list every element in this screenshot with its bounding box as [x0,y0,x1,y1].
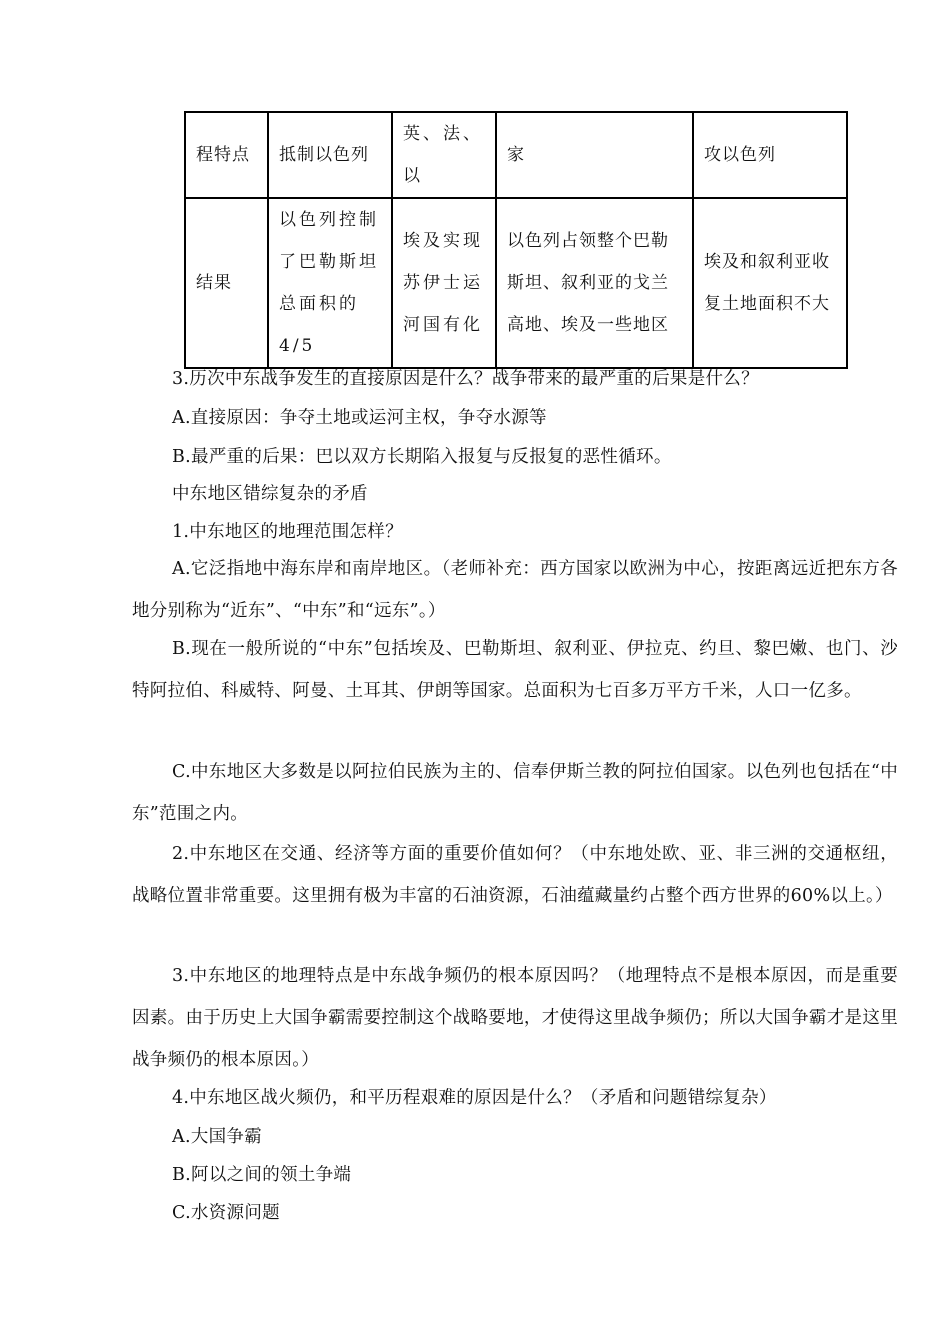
paragraph: B.阿以之间的领土争端 [172,1165,352,1185]
table-cell: 家 [496,112,693,198]
table-cell: 程特点 [185,112,268,198]
paragraph: 3.中东地区的地理特点是中东战争频仍的根本原因吗？（地理特点不是根本原因，而是重要因素。由于历史上大国争霸需要控制这个战略要地，才使得这里战争频仍；所以大国争霸才是这里战争频仍的根本原因。） [132,966,898,1070]
wars-table [184,111,848,369]
table-row [185,198,847,368]
table-cell: 以色列占领整个巴勒斯坦、叙利亚的戈兰高地、埃及一些地区 [496,198,693,368]
paragraph: A.大国争霸 [172,1127,263,1147]
paragraph: 2.中东地区在交通、经济等方面的重要价值如何？（中东地处欧、亚、非三洲的交通枢纽，战略位置非常重要。这里拥有极为丰富的石油资源，石油蕴藏量约占整个西方世界的60%以上。） [132,844,898,906]
paragraph: 3.历次中东战争发生的直接原因是什么？战争带来的最严重的后果是什么？ [172,369,759,389]
table-cell: 埃及实现苏伊士运河国有化 [392,198,496,368]
table-row [185,112,847,198]
paragraph: C.水资源问题 [172,1203,280,1223]
table-cell: 结果 [185,198,268,368]
paragraph: A.直接原因：争夺土地或运河主权，争夺水源等 [172,408,547,428]
paragraph: A.它泛指地中海东岸和南岸地区。（老师补充：西方国家以欧洲为中心，按距离远近把东方各地分别称为“近东”、“中东”和“远东”。） [132,559,898,621]
paragraph: 4.中东地区战火频仍，和平历程艰难的原因是什么？（矛盾和问题错综复杂） [172,1088,777,1108]
table-cell: 以色列控制了巴勒斯坦总面积的4/5 [268,198,392,368]
paragraph: C.中东地区大多数是以阿拉伯民族为主的、信奉伊斯兰教的阿拉伯国家。以色列也包括在“中东”范围之内。 [132,762,898,824]
paragraph: 1.中东地区的地理范围怎样？ [172,522,403,542]
table-cell: 英、法、以 [392,112,496,198]
table-cell: 埃及和叙利亚收复土地面积不大 [693,198,847,368]
table-cell: 抵制以色列 [268,112,392,198]
paragraph: B.现在一般所说的“中东”包括埃及、巴勒斯坦、叙利亚、伊拉克、约旦、黎巴嫩、也门、沙特阿拉伯、科威特、阿曼、土耳其、伊朗等国家。总面积为七百多万平方千米，人口一亿多。 [132,639,898,701]
table-cell: 攻以色列 [693,112,847,198]
paragraph: B.最严重的后果：巴以双方长期陷入报复与反报复的恶性循环。 [172,447,672,467]
section-heading: 中东地区错综复杂的矛盾 [172,484,368,504]
